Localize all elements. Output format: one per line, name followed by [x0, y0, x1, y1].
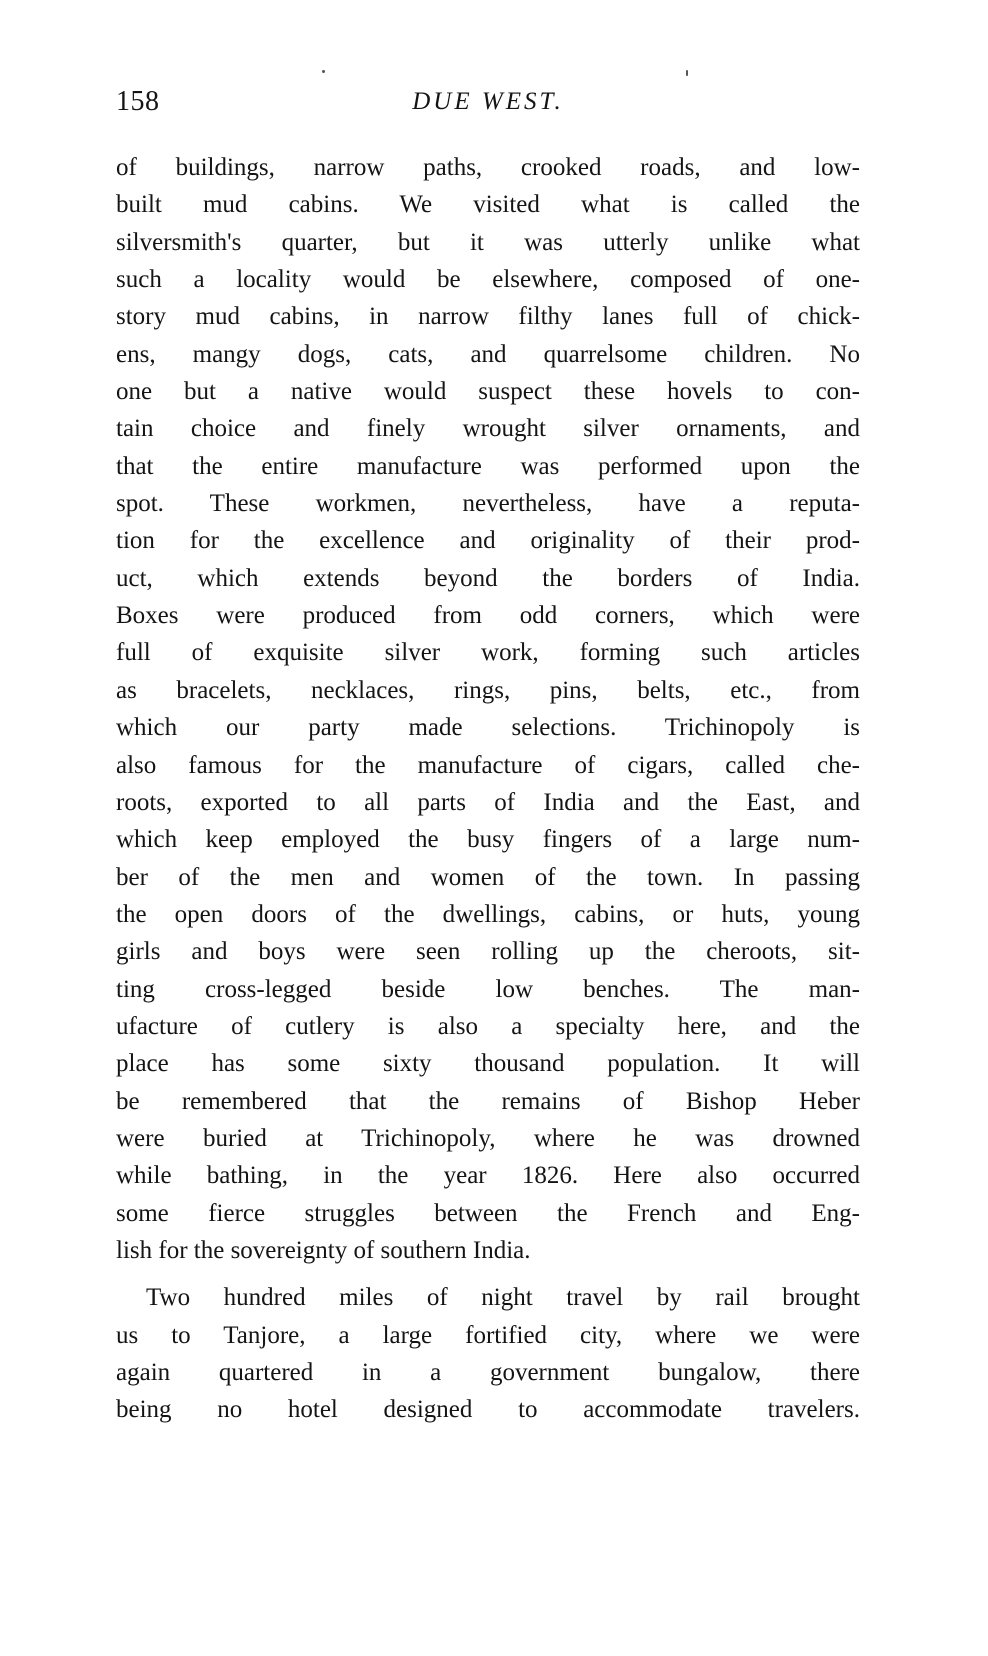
page-header: [116, 86, 860, 126]
text-line: ufacture of cutlery is also a specialty here, and the: [116, 1012, 860, 1040]
text-line: Boxes were produced from odd corners, which were: [116, 602, 860, 630]
text-line: spot. These workmen, nevertheless, have a reputa-: [116, 490, 860, 518]
text-line: one but a native would suspect these hovels to con-: [116, 378, 860, 406]
paragraph-gap: [116, 1269, 860, 1279]
text-line: place has some sixty thousand population. It will: [116, 1050, 860, 1078]
text-line: some fierce struggles between the French and Eng-: [116, 1199, 860, 1227]
text-line: ber of the men and women of the town. In passing: [116, 863, 860, 891]
text-line: such a locality would be elsewhere, composed of one-: [116, 266, 860, 294]
text-line: the open doors of the dwellings, cabins, or huts, young: [116, 900, 860, 928]
text-line: of buildings, narrow paths, crooked roads, and low-: [116, 154, 860, 181]
print-speck: [322, 70, 325, 73]
text-line: as bracelets, necklaces, rings, pins, belts, etc., from: [116, 676, 860, 704]
text-line: silversmith's quarter, but it was utterly unlike what: [116, 228, 860, 256]
page-number: 158: [116, 86, 160, 117]
body-text: [116, 149, 860, 1429]
text-line: lish for the sovereignty of southern India.: [116, 1236, 531, 1264]
text-line: tain choice and finely wrought silver ornaments, and: [116, 415, 860, 443]
print-speck: [686, 70, 688, 76]
text-line: us to Tanjore, a large fortified city, where we were: [116, 1321, 860, 1349]
text-line: also famous for the manufacture of cigars, called che-: [116, 751, 860, 779]
text-line: being no hotel designed to accommodate travelers.: [116, 1396, 860, 1424]
text-line: roots, exported to all parts of India and the East, and: [116, 788, 860, 816]
text-line: be remembered that the remains of Bishop Heber: [116, 1087, 860, 1115]
text-line: were buried at Trichinopoly, where he was drowned: [116, 1124, 860, 1152]
paragraph: [116, 149, 860, 1269]
text-line: built mud cabins. We visited what is called the: [116, 191, 860, 219]
text-line: again quartered in a government bungalow, there: [116, 1359, 860, 1386]
text-line: uct, which extends beyond the borders of India.: [116, 564, 860, 592]
text-line: ting cross-legged beside low benches. The man-: [116, 975, 860, 1003]
text-line: which keep employed the busy fingers of a large num-: [116, 826, 860, 854]
text-line: Two hundred miles of night travel by rail brought: [146, 1284, 860, 1312]
text-line: which our party made selections. Trichinopoly is: [116, 714, 860, 742]
paragraph: [116, 1279, 860, 1428]
text-line: story mud cabins, in narrow filthy lanes full of chick-: [116, 303, 860, 331]
text-line: while bathing, in the year 1826. Here also occurred: [116, 1162, 860, 1190]
text-line: that the entire manufacture was performed upon the: [116, 452, 860, 480]
running-head: DUE WEST.: [412, 88, 564, 115]
text-line: full of exquisite silver work, forming such articles: [116, 639, 860, 667]
text-line: tion for the excellence and originality of their prod-: [116, 527, 860, 555]
text-line: ens, mangy dogs, cats, and quarrelsome children. No: [116, 340, 860, 368]
text-line: girls and boys were seen rolling up the cheroots, sit-: [116, 938, 860, 966]
